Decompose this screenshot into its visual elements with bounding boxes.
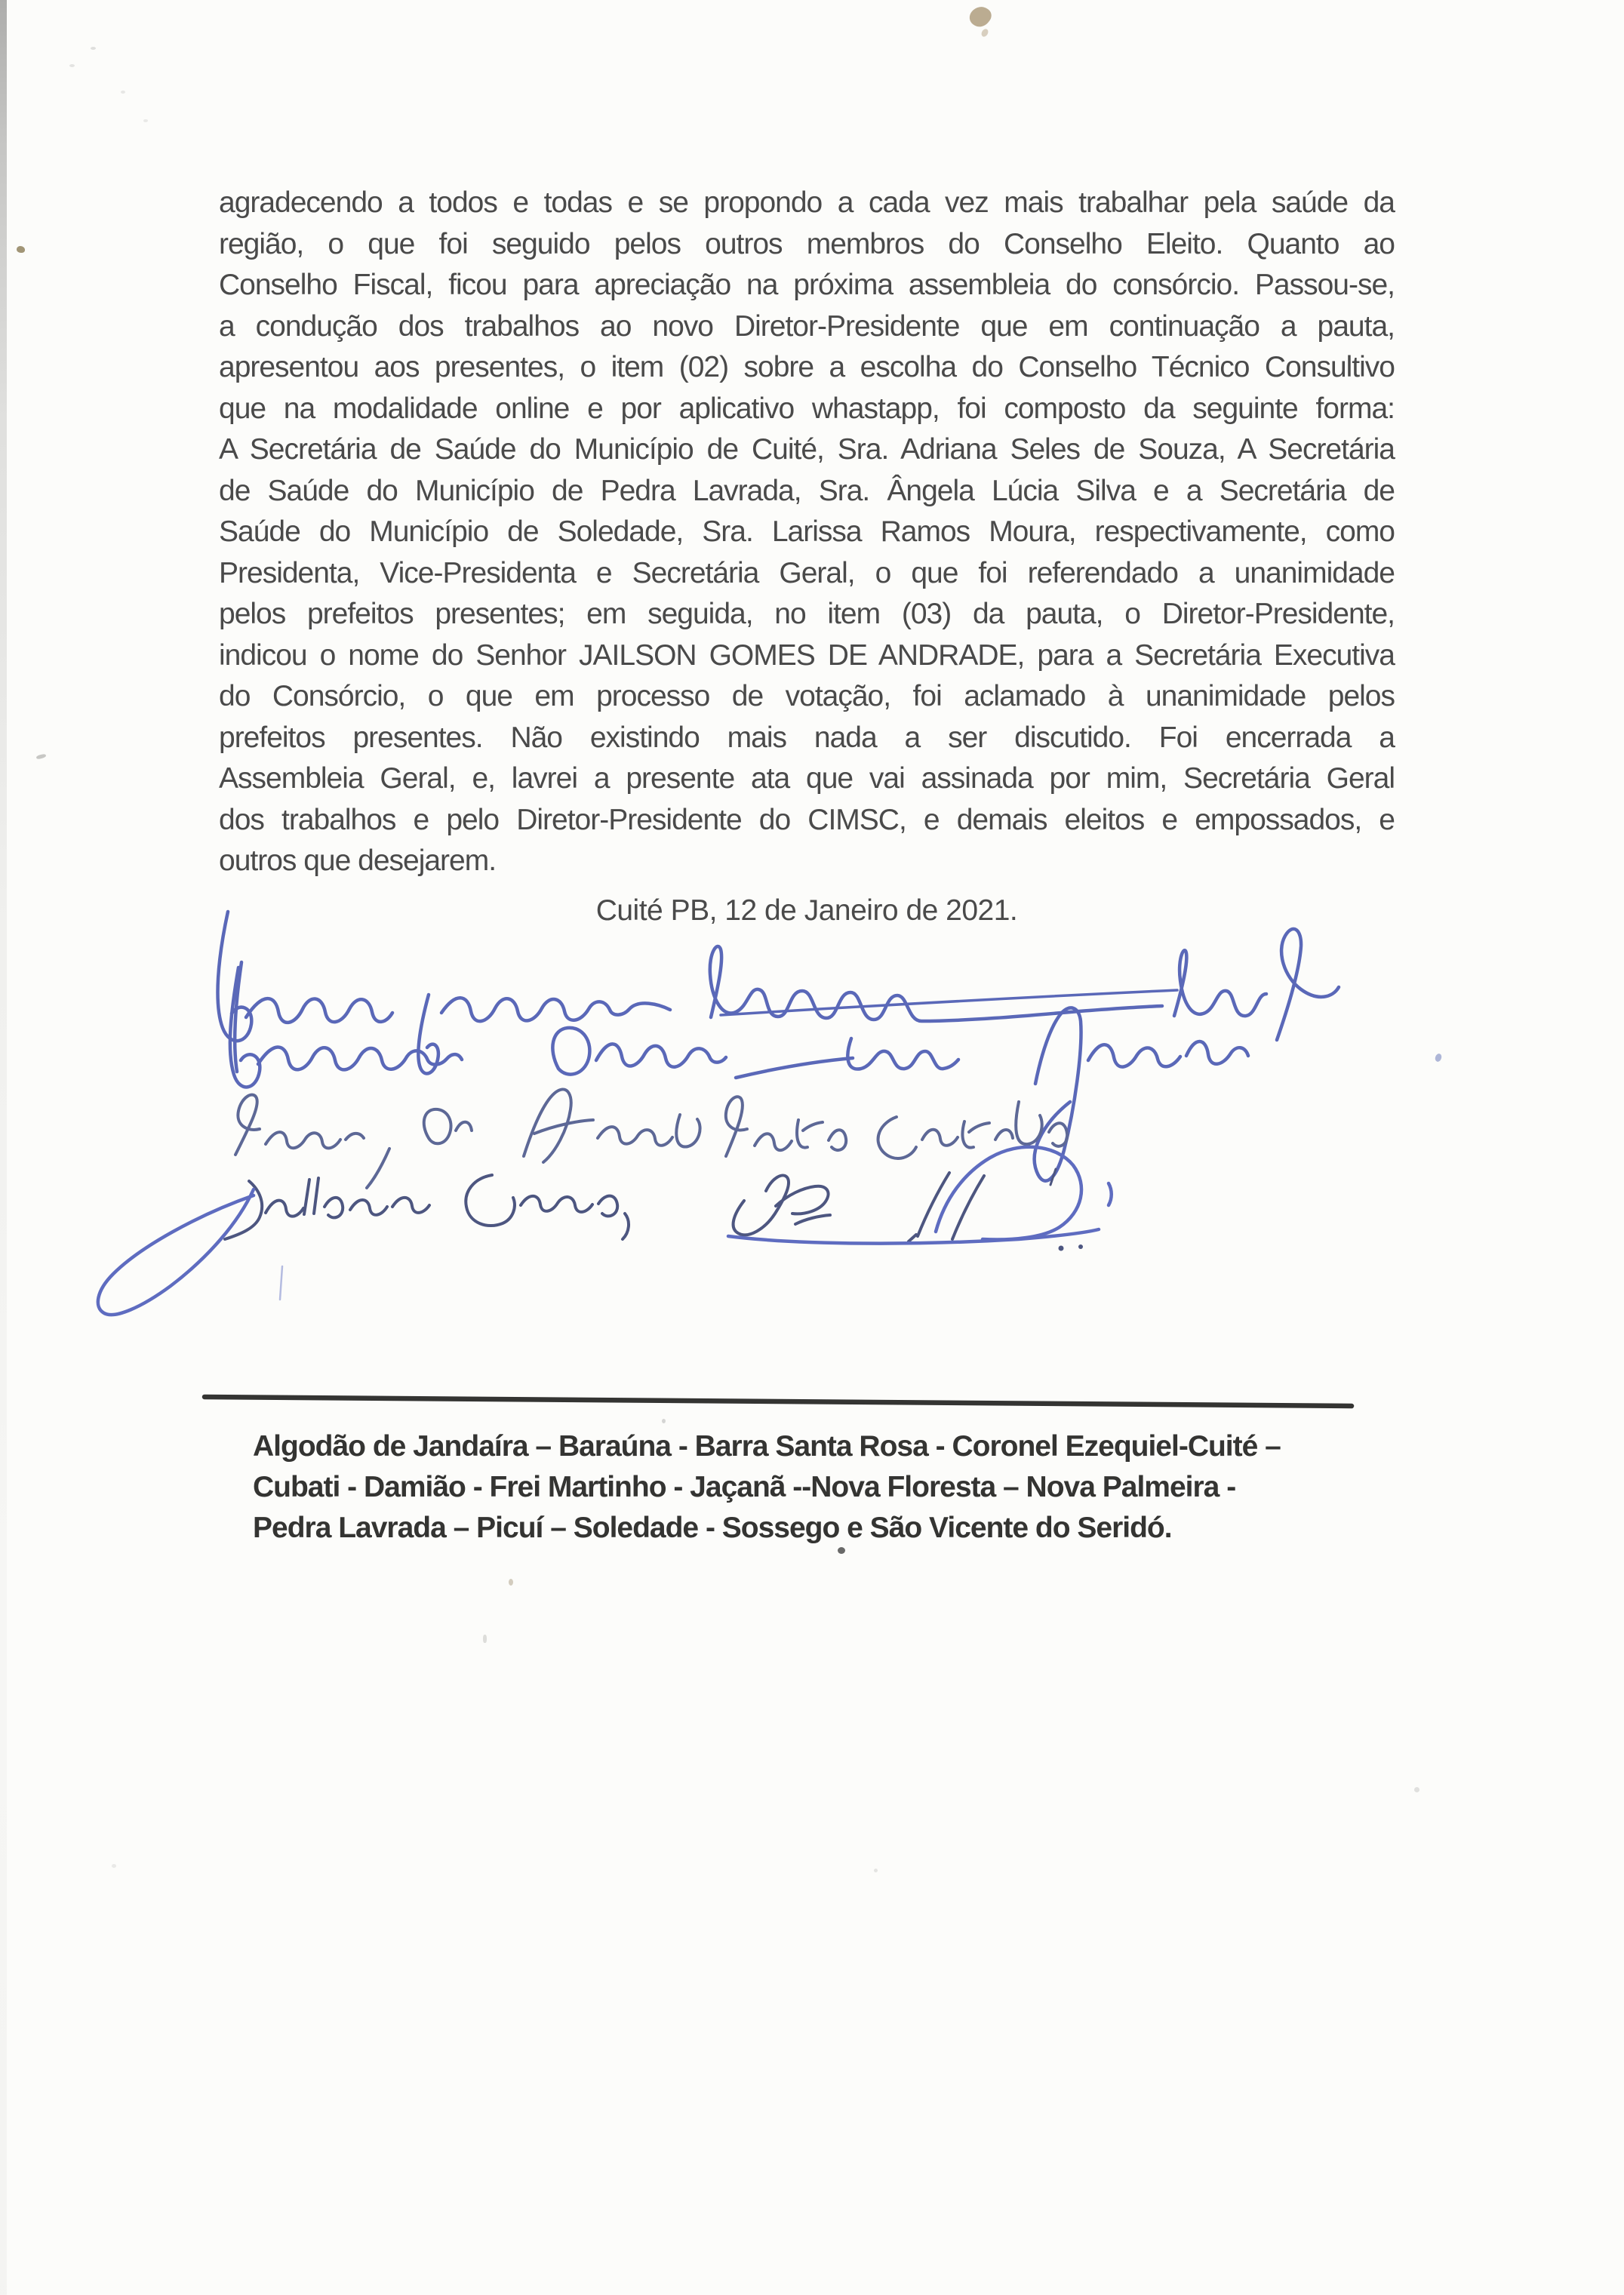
paragraph-line: dos trabalhos e pelo Diretor-Presidente do CIMSC, e demais eleitos e empossados, e: [219, 803, 1395, 836]
paragraph-line: prefeitos presentes. Não existindo mais nada a ser discutido. Foi encerrada a: [219, 721, 1395, 754]
signature-flourish: [98, 1147, 1112, 1315]
footer-municipalities: [253, 1426, 1392, 1549]
footer-line: Pedra Lavrada – Picuí – Soledade - Sossego e São Vicente do Seridó.: [253, 1512, 1172, 1544]
paragraph-line: Saúde do Município de Soledade, Sra. Larissa Ramos Moura, respectivamente, como: [219, 515, 1395, 548]
ink-dots: [1059, 1244, 1084, 1251]
paragraph-line: região, o que foi seguido pelos outros membros do Conselho Eleito. Quanto ao: [219, 227, 1395, 260]
paragraph-line: apresentou aos presentes, o item (02) sobre a escolha do Conselho Técnico Consultivo: [219, 351, 1395, 383]
paragraph-line: do Consórcio, o que em processo de votação, foi aclamado à unanimidade pelos: [219, 680, 1395, 712]
signature-4: [225, 1169, 1056, 1241]
paragraph-line: indicou o nome do Senhor JAILSON GOMES DE ANDRADE, para a Secretária Executiva: [219, 638, 1395, 672]
paragraph-line: Presidenta, Vice-Presidenta e Secretária Geral, o que foi referendado a unanimidade: [219, 556, 1395, 589]
paragraph-line: de Saúde do Município de Pedra Lavrada, Sra. Ângela Lúcia Silva e a Secretária de: [219, 474, 1395, 507]
footer-line: Algodão de Jandaíra – Baraúna - Barra Santa Rosa - Coronel Ezequiel-Cuité –: [253, 1430, 1281, 1463]
date-line: Cuité PB, 12 de Janeiro de 2021.: [595, 894, 1018, 927]
paragraph-line: A Secretária de Saúde do Município de Cuité, Sra. Adriana Seles de Souza, A Secretária: [219, 433, 1395, 466]
separator-line: [205, 1397, 1352, 1406]
paragraph-line: agradecendo a todos e todas e se propondo a cada vez mais trabalhar pela saúde da: [219, 186, 1395, 219]
paragraph-line: Conselho Fiscal, ficou para apreciação na próxima assembleia do consórcio. Passou-se,: [219, 269, 1395, 301]
paragraph-line: a condução dos trabalhos ao novo Diretor-Presidente que em continuação a pauta,: [219, 309, 1395, 343]
paragraph-line: outros que desejarem.: [219, 844, 497, 877]
footer-line: Cubati - Damião - Frei Martinho - Jaçanã --Nova Floresta – Nova Palmeira -: [253, 1471, 1236, 1503]
paragraph-line: pelos prefeitos presentes; em seguida, no item (03) da pauta, o Diretor-Presidente,: [219, 598, 1395, 630]
signature-3: [235, 1089, 1067, 1188]
paragraph-line: Assembleia Geral, e, lavrei a presente ata que vai assinada por mim, Secretária Geral: [219, 762, 1395, 795]
signature-1: [218, 912, 1339, 1074]
paragraph-line: que na modalidade online e por aplicativo whastapp, foi composto da seguinte forma:: [219, 392, 1395, 425]
